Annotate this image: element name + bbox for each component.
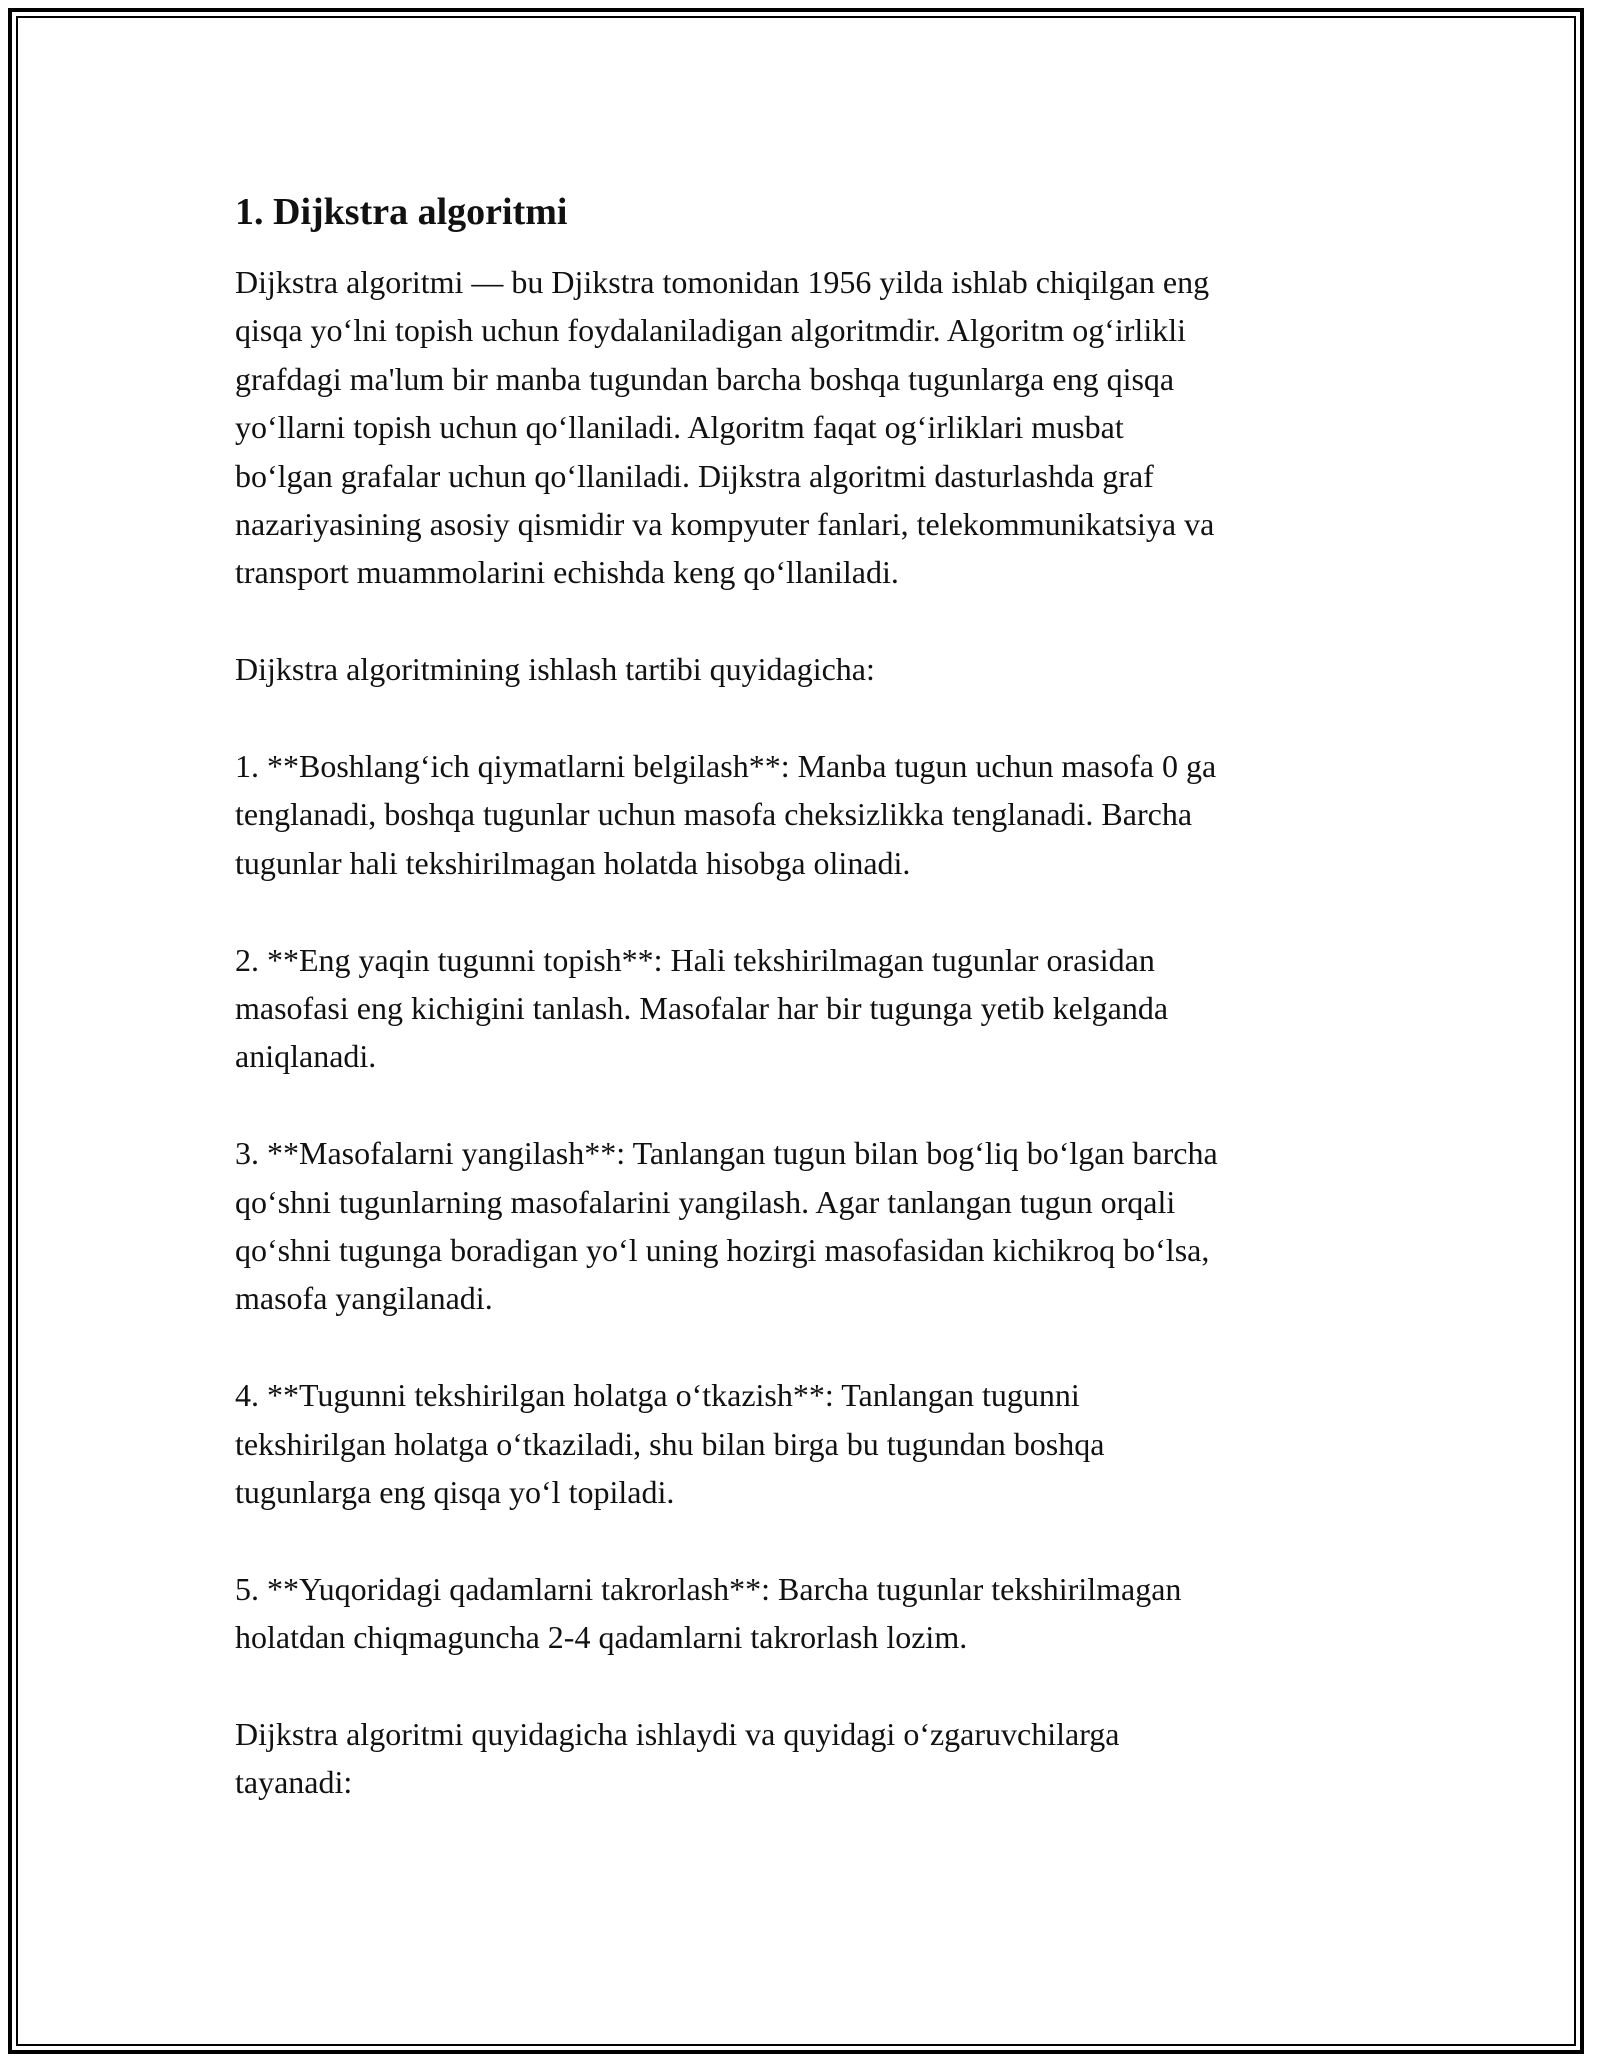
step-1-paragraph: 1. **Boshlang‘ich qiymatlarni belgilash**: Manba tugun uchun masofa 0 ga tenglanadi, boshqa tugunlar uchun masofa cheksizlikka tenglanadi. Barcha tugunlar hali tekshirilmagan holatda hisobga olinadi. bbox=[235, 748, 1217, 881]
step-4-paragraph: 4. **Tugunni tekshirilgan holatga o‘tkazish**: Tanlangan tugunni tekshirilgan holatga o‘tkaziladi, shu bilan birga bu tugundan boshqa tugunlarga eng qisqa yo‘l topiladi. bbox=[235, 1377, 1105, 1511]
step-2-paragraph: 2. **Eng yaqin tugunni topish**: Hali tekshirilmagan tugunlar orasidan masofasi eng kichigini tanlash. Masofalar har bir tugunga yetib kelganda aniqlanadi. bbox=[235, 941, 1169, 1075]
steps-intro-paragraph: Dijkstra algoritmining ishlash tartibi quyidagicha: bbox=[235, 651, 875, 688]
closing-paragraph: Dijkstra algoritmi quyidagicha ishlaydi va quyidagi o‘zgaruvchilarga tayanadi: bbox=[235, 1716, 1120, 1801]
intro-paragraph: Dijkstra algoritmi — bu Djikstra tomonidan 1956 yilda ishlab chiqilgan eng qisqa yo‘lni topish uchun foydalaniladigan algoritmdir. Algoritm og‘irlikli grafdagi ma'lum bir manba tugundan barcha boshqa tugunlarga eng qisqa yo‘llarni topish uchun qo‘llaniladi. Algoritm faqat og‘irliklari musbat bo‘lgan grafalar uchun qo‘llaniladi. Dijkstra algoritmi dasturlashda graf nazariyasining asosiy qismidir va kompyuter fanlari, telekommunikatsiya va transport muammolarini echishda keng qo‘llaniladi. bbox=[235, 264, 1215, 591]
section-heading: 1. Dijkstra algoritmi bbox=[235, 191, 568, 233]
step-3-paragraph: 3. **Masofalarni yangilash**: Tanlangan tugun bilan bog‘liq bo‘lgan barcha qo‘shni tugunlarning masofalarini yangilash. Agar tanlangan tugun orqali qo‘shni tugunga boradigan yo‘l uning hozirgi masofasidan kichikroq bo‘lsa, masofa yangilanadi. bbox=[235, 1135, 1218, 1317]
document-body bbox=[235, 186, 1395, 1855]
step-5-paragraph: 5. **Yuqoridagi qadamlarni takrorlash**: Barcha tugunlar tekshirilmagan holatdan chiqmaguncha 2-4 qadamlarni takrorlash lozim. bbox=[235, 1570, 1182, 1656]
